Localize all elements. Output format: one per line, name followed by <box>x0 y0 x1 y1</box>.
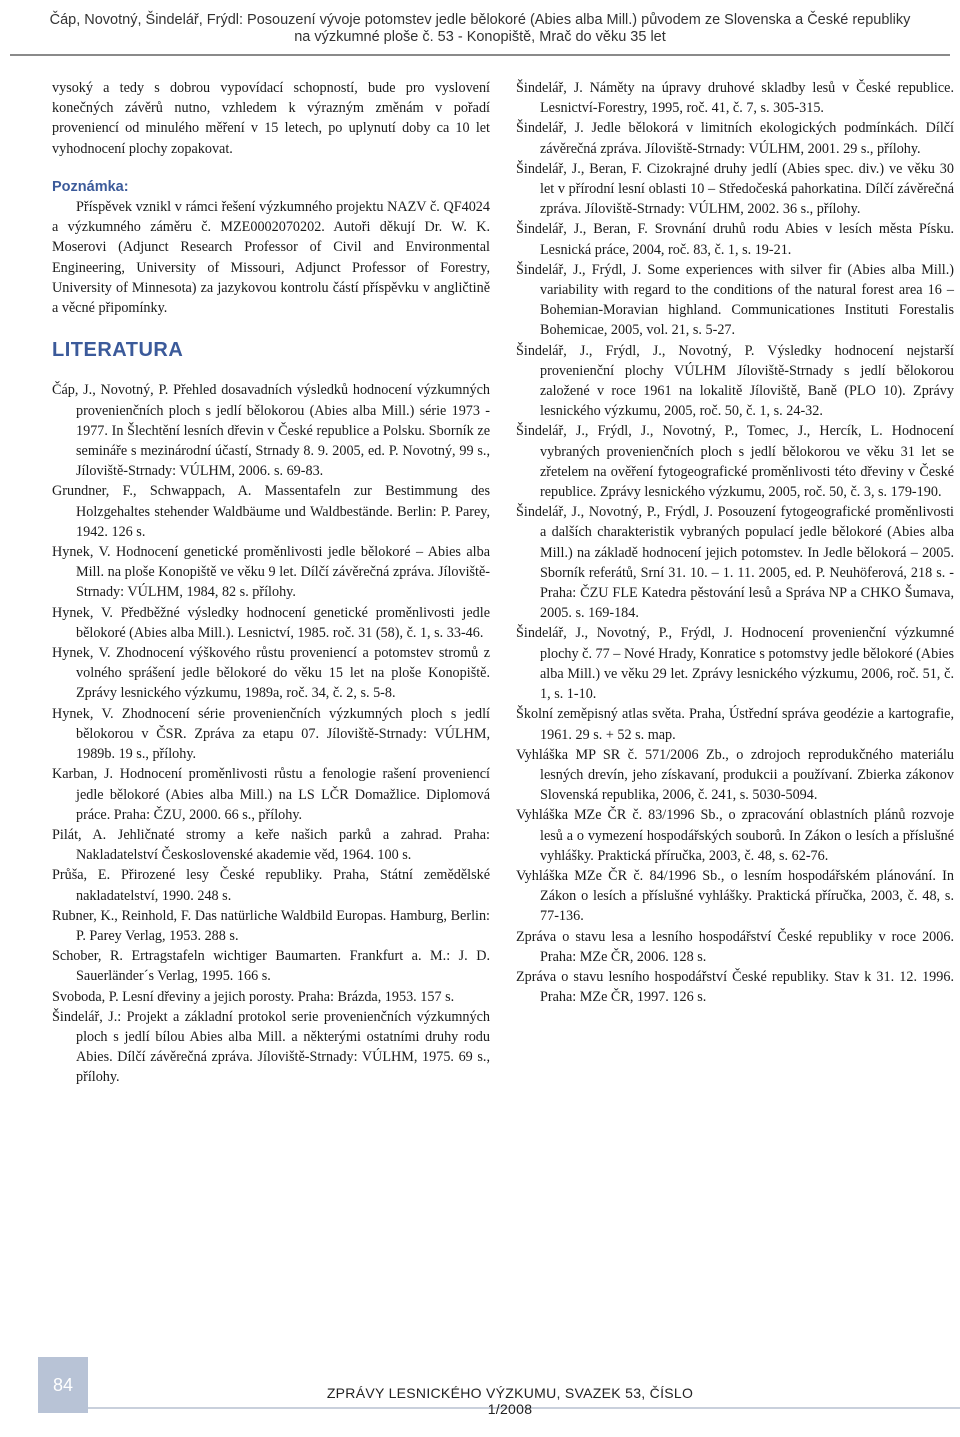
reference-item: Zpráva o stavu lesa a lesního hospodářství České republiky v roce 2006. Praha: MZe ČR, 2006. 128 s. <box>516 928 954 965</box>
right-column <box>516 78 954 1007</box>
reference-item: Hynek, V. Zhodnocení výškového růstu proveniencí a potomstev stromů z volného sprášení jedle bělokoré do věku 15 let na ploše Konopiště. Zprávy lesnického výzkumu, 1989a, roč. 34, č. 2, s. 5-8. <box>52 645 490 702</box>
reference-item: Rubner, K., Reinhold, F. Das natürliche Waldbild Europas. Hamburg, Berlin: P. Parey Verlag, 1953. 288 s. <box>52 907 490 944</box>
reference-item: Grundner, F., Schwappach, A. Massentafeln zur Bestimmung des Holzgehaltes stehender Waldbäume und Waldbestände. Berlin: P. Parey, 1942. 126 s. <box>52 483 490 540</box>
reference-item: Šindelář, J., Novotný, P., Frýdl, J. Hodnocení provenienční výzkumné plochy č. 77 – Nové Hrady, Konratice s potomstvy jedle bělokoré (Abies alba Mill.) ve věku 29 let. Zprávy lesnického výzkumu, 2006, roč. 51, č. 1, s. 1-10. <box>516 625 954 703</box>
reference-item: Čáp, J., Novotný, P. Přehled dosavadních výsledků hodnocení výzkumných provenienčních ploch s jedlí bělokorou (Abies alba Mill.) série 1973 - 1977. In Šlechtění lesních dřevin v České republice a Polsku. Sborník ze semináře s mezinárodní účastí, Strnady 8. 9. 2005, ed. P. Novotný, 99 s., Jíloviště-Strnady: VÚLHM, 2006. s. 69-83. <box>52 382 490 480</box>
reference-item: Vyhláška MZe ČR č. 83/1996 Sb., o zpracování oblastních plánů rozvoje lesů a o vymezení hospodářských souborů. In Zákon o lesích a příslušné vyhlášky. Praktická příručka, 2003, č. 48, s. 62-76. <box>516 807 954 864</box>
reference-list-right <box>516 78 954 1007</box>
running-header <box>0 12 960 46</box>
header-rule <box>10 54 950 56</box>
reference-item: Schober, R. Ertragstafeln wichtiger Baumarten. Frankfurt a. M.: J. D. Sauerländer´s Verlag, 1995. 166 s. <box>52 948 490 985</box>
page-number: 84 <box>52 1375 74 1395</box>
reference-item: Hynek, V. Hodnocení genetické proměnlivosti jedle bělokoré – Abies alba Mill. na ploše Konopiště ve věku 9 let. Dílčí závěrečná zpráva. Jíloviště-Strnady: VÚLHM, 1984, 82 s. přílohy. <box>52 544 490 601</box>
intro-paragraph: vysoký a tedy s dobrou vypovídací schopností, bude pro vyslovení konečných závěrů nutno, vzhledem k výrazným změnám v pořadí proveniencí od minulého měření v 15 letech, po uplynutí doby ca 10 let vyhodnocení plochy zopakovat. <box>52 80 490 157</box>
reference-item: Vyhláška MP SR č. 571/2006 Zb., o zdrojoch reprodukčného materiálu lesných drevín, jeho získavaní, produkcii a používaní. Zbierka zákonov Slovenská republika, 2006, č. 241, s. 5030-5094. <box>516 746 954 804</box>
reference-item: Hynek, V. Zhodnocení série provenienčních výzkumných ploch s jedlí bělokorou v ČSR. Zpráva za etapu 07. Jíloviště-Strnady: VÚLHM, 1989b. 19 s., přílohy. <box>52 705 490 763</box>
reference-item: Šindelář, J. Náměty na úpravy druhové skladby lesů v České republice. Lesnictví-Forestry, 1995, roč. 41, č. 7, s. 305-315. <box>516 80 954 117</box>
running-header-line-2: na výzkumné ploše č. 53 - Konopiště, Mrač do věku 35 let <box>294 29 666 45</box>
left-column <box>52 78 490 1088</box>
reference-item: Pilát, A. Jehličnaté stromy a keře našich parků a zahrad. Praha: Nakladatelství Československé akademie věd, 1964. 100 s. <box>52 826 490 864</box>
reference-item: Šindelář, J., Frýdl, J., Novotný, P. Výsledky hodnocení nejstarší provenienční plochy VÚLHM Jíloviště-Strnady s jedlí bělokorou založené v roce 1961 na lokalitě Jíloviště, Baně (PLO 10). Zprávy lesnického výzkumu, 2005, roč. 50, č. 1, s. 24-32. <box>516 342 954 420</box>
note-label: Poznámka: <box>52 178 129 195</box>
reference-item: Karban, J. Hodnocení proměnlivosti růstu a fenologie rašení proveniencí jedle bělokoré (Abies alba Mill.) na LS LČR Domažlice. Diplomová práce. Praha: ČZU, 2000. 66 s., přílohy. <box>52 766 490 823</box>
reference-item: Svoboda, P. Lesní dřeviny a jejich porosty. Praha: Brázda, 1953. 157 s. <box>52 988 455 1005</box>
section-title-literatura: LITERATURA <box>52 339 184 362</box>
reference-item: Zpráva o stavu lesního hospodářství České republiky. Stav k 31. 12. 1996. Praha: MZe ČR, 1997. 126 s. <box>516 968 954 1006</box>
reference-item: Šindelář, J., Frýdl, J. Some experiences with silver fir (Abies alba Mill.) variability with regard to the conditions of the natural forest area 16 – Bohemian-Moravian highland. Communicationes Instituti Forestalis Bohemicae, 2005, vol. 21, s. 5-27. <box>516 261 954 339</box>
reference-item: Šindelář, J. Jedle bělokorá v limitních ekologických podmínkách. Dílčí závěrečná zpráva. Jíloviště-Strnady: VÚLHM, 2001. 29 s., přílohy. <box>516 120 954 157</box>
reference-item: Šindelář, J., Novotný, P., Frýdl, J. Posouzení fytogeografické proměnlivosti a dalších charakteristik vybraných populací jedle bělokoré (Abies alba Mill.) na základě hodnocení jejich potomstev. In Jedle bělokorá – 2005. Sborník referátů, Srní 31. 10. – 1. 11. 2005, ed. P. Neuhöferová, 218 s. - Praha: ČZU FLE Katedra pěstování lesů a Správa NP a CHKO Šumava, 2005. s. 169-184. <box>516 504 954 622</box>
reference-item: Šindelář, J., Beran, F. Cizokrajné druhy jedlí (Abies spec. div.) ve věku 30 let v přírodní lesní oblasti 10 – Středočeská pahorkatina. Dílčí závěrečná zpráva. Jíloviště-Strnady: VÚLHM, 2002. 36 s., přílohy. <box>516 160 954 218</box>
reference-item: Hynek, V. Předběžné výsledky hodnocení genetické proměnlivosti jedle bělokoré (Abies alba Mill.). Lesnictví, 1985. roč. 31 (58), č. 1, s. 33-46. <box>52 604 490 641</box>
reference-item: Školní zeměpisný atlas světa. Praha, Ústřední správa geodézie a kartografie, 1961. 29 s. + 52 s. map. <box>516 706 954 743</box>
page-footer <box>0 1357 960 1417</box>
reference-list-left <box>52 380 490 1087</box>
running-header-line-1: Čáp, Novotný, Šindelář, Frýdl: Posouzení vývoje potomstev jedle bělokoré (Abies alba Mill.) původem ze Slovenska a České republiky <box>49 12 911 28</box>
reference-item: Šindelář, J., Beran, F. Srovnání druhů rodu Abies v lesích města Písku. Lesnická práce, 2004, roč. 83, č. 1, s. 19-21. <box>516 221 954 258</box>
page-number-box <box>38 1357 88 1413</box>
note-text: Příspěvek vznikl v rámci řešení výzkumného projektu NAZV č. QF4024 a výzkumného záměru č. MZE0002070202. Autoři děkují Dr. W. K. Moserovi (Adjunct Research Professor of Civil and Environmental Engineering, University of Missouri, Adjunct Professor of Forestry, University of Minnesota) za jazykovou kontrolu částí příspěvku v angličtině a věcné připomínky. <box>52 199 490 317</box>
reference-item: Šindelář, J.: Projekt a základní protokol serie provenienčních výzkumných ploch s jedlí bílou Abies alba Mill. a některými ostatními druhy rodu Abies. Dílčí závěrečná zpráva. Jíloviště-Strnady: VÚLHM, 1975. 69 s., přílohy. <box>52 1008 490 1086</box>
reference-item: Šindelář, J., Frýdl, J., Novotný, P., Tomec, J., Hercík, L. Hodnocení vybraných provenienčních ploch s jedlí bělokorou ve věku 31 let se zřetelem na ověření fytogeografické proměnlivosti této dřeviny v České republice. Zprávy lesnického výzkumu, 2005, roč. 50, č. 3, s. 179-190. <box>516 423 954 501</box>
reference-item: Vyhláška MZe ČR č. 84/1996 Sb., o lesním hospodářském plánování. In Zákon o lesích a příslušné vyhlášky. Praktická příručka, 2003, č. 48, s. 77-136. <box>516 867 954 925</box>
journal-title: ZPRÁVY LESNICKÉHO VÝZKUMU, SVAZEK 53, ČÍSLO 1/2008 <box>326 1385 694 1417</box>
reference-item: Průša, E. Přirozené lesy České republiky. Praha, Státní zemědělské nakladatelství, 1990. 248 s. <box>52 867 490 904</box>
